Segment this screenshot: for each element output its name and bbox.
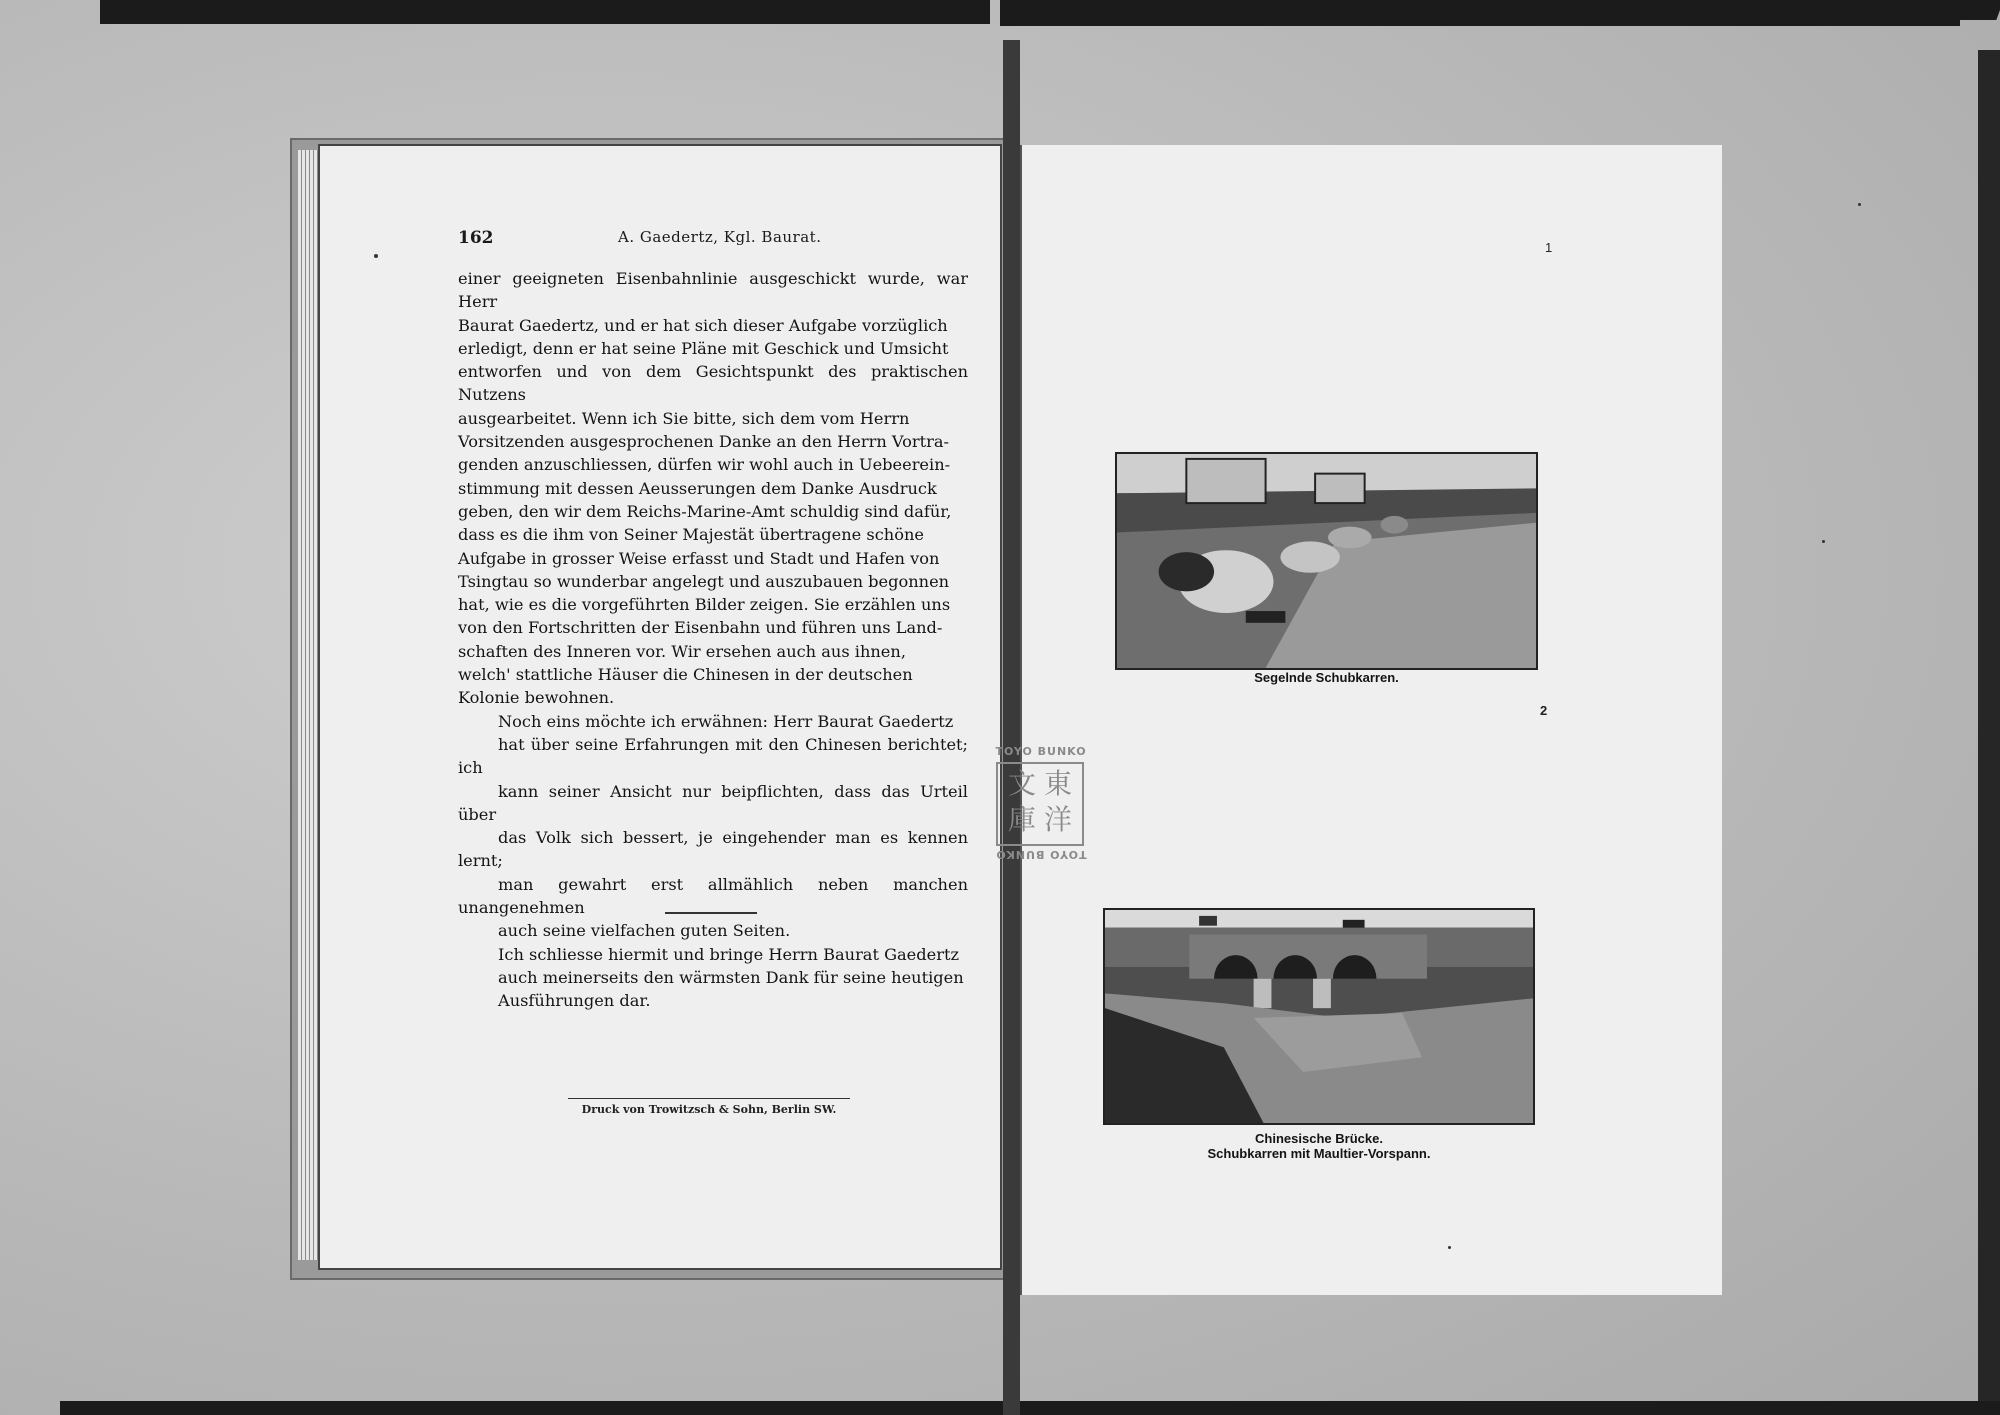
text-line: Baurat Gaedertz, und er hat sich dieser Aufgabe vorzüglich — [458, 315, 948, 335]
body-text — [458, 267, 968, 1013]
text-line: welch' stattliche Häuser die Chinesen in der deutschen — [458, 665, 913, 685]
text-line: stimmung mit dessen Aeusserungen dem Danke Ausdruck — [458, 478, 937, 498]
stamp-seal — [996, 762, 1084, 846]
seal-char: 洋 — [1044, 803, 1073, 836]
scan-border-right — [1978, 50, 2000, 1415]
text-line: Noch eins möchte ich erwähnen: Herr Baurat Gaedertz — [498, 711, 954, 731]
scan-speck — [1822, 540, 1825, 543]
text-line: auch meinerseits den wärmsten Dank für seine heutigen — [498, 967, 964, 987]
text-line: Tsingtau so wunderbar angelegt und auszubauen begonnen — [458, 571, 950, 591]
stamp-top-text: TOYO BUNKO — [995, 745, 1087, 758]
running-head-title: A. Gaedertz, Kgl. Baurat. — [618, 228, 822, 246]
end-rule — [665, 912, 757, 914]
text-line: Aufgabe in grosser Weise erfasst und Stadt und Hafen von — [458, 548, 940, 568]
page-number: 162 — [458, 228, 494, 248]
plate-2-caption-line-1: Chinesische Brücke. — [1255, 1131, 1383, 1146]
text-line: Ausführungen dar. — [498, 991, 651, 1011]
paragraph-3 — [458, 943, 968, 1013]
stamp-bottom-text: TOYO BUNKO — [995, 848, 1087, 861]
library-stamp — [982, 745, 1100, 863]
text-line: Ich schliesse hiermit und bringe Herrn Baurat Gaedertz — [498, 944, 959, 964]
text-line: Vorsitzenden ausgesprochenen Danke an den Herrn Vortra- — [458, 432, 949, 452]
imprint-rule — [568, 1098, 850, 1099]
printer-imprint: Druck von Trowitzsch & Sohn, Berlin SW. — [581, 1103, 837, 1116]
text-line: erledigt, denn er hat seine Pläne mit Geschick und Umsicht — [458, 338, 949, 358]
text-line: dass es die ihm von Seiner Majestät übertragene schöne — [458, 525, 924, 545]
text-line: schaften des Inneren vor. Wir ersehen auch aus ihnen, — [458, 641, 906, 661]
text-line: ausgearbeitet. Wenn ich Sie bitte, sich dem vom Herrn — [458, 408, 910, 428]
text-line: geben, den wir dem Reichs-Marine-Amt schuldig sind dafür, — [458, 501, 952, 521]
scan-border-bottom — [60, 1401, 2000, 1415]
plate-number-2: 2 — [1540, 703, 1548, 718]
book-gutter — [1003, 40, 1020, 1415]
text-line: von den Fortschritten der Eisenbahn und führen uns Land- — [458, 618, 943, 638]
plate-1-caption: Segelnde Schubkarren. — [1254, 670, 1399, 685]
paragraph-1 — [458, 267, 968, 710]
running-head — [458, 228, 968, 252]
photo-wheelbarrows — [1115, 452, 1538, 670]
plate-number-1: 1 — [1545, 240, 1553, 255]
paragraph-2 — [458, 710, 968, 943]
text-line: entworfen und von dem Gesichtspunkt des praktischen Nutzens — [458, 362, 968, 405]
photo-wheelbarrows-image — [1117, 454, 1536, 668]
text-line: hat, wie es die vorgeführten Bilder zeigen. Sie erzählen uns — [458, 595, 951, 615]
photo-bridge — [1103, 908, 1535, 1125]
text-line: auch seine vielfachen guten Seiten. — [498, 921, 791, 941]
text-line: kann seiner Ansicht nur beipflichten, dass das Urteil über — [458, 781, 968, 824]
text-line: Kolonie bewohnen. — [458, 688, 615, 708]
photo-bridge-image — [1105, 910, 1533, 1123]
text-line: man gewahrt erst allmählich neben manchen unangenehmen — [458, 874, 968, 918]
scan-border-top-left — [100, 0, 990, 24]
scan-speck — [374, 254, 378, 258]
text-line: hat über seine Erfahrungen mit den Chinesen berichtet; ich — [458, 734, 968, 778]
plate-2-caption-line-2: Schubkarren mit Maultier-Vorspann. — [1207, 1146, 1431, 1161]
seal-char: 東 — [1044, 767, 1073, 800]
scan-border-top-right — [1000, 0, 1960, 26]
text-line: einer geeigneten Eisenbahnlinie ausgeschickt wurde, war Herr — [458, 269, 968, 312]
text-line: genden anzuschliessen, dürfen wir wohl auch in Uebeerein- — [458, 455, 951, 475]
seal-char: 文 — [1008, 767, 1037, 800]
scan-speck — [1858, 203, 1861, 206]
seal-char: 庫 — [1008, 803, 1037, 836]
scan-speck — [1448, 1246, 1451, 1249]
scan-border-top-edge — [1876, 0, 2000, 20]
text-line: das Volk sich bessert, je eingehender man es kennen lernt; — [458, 828, 968, 871]
